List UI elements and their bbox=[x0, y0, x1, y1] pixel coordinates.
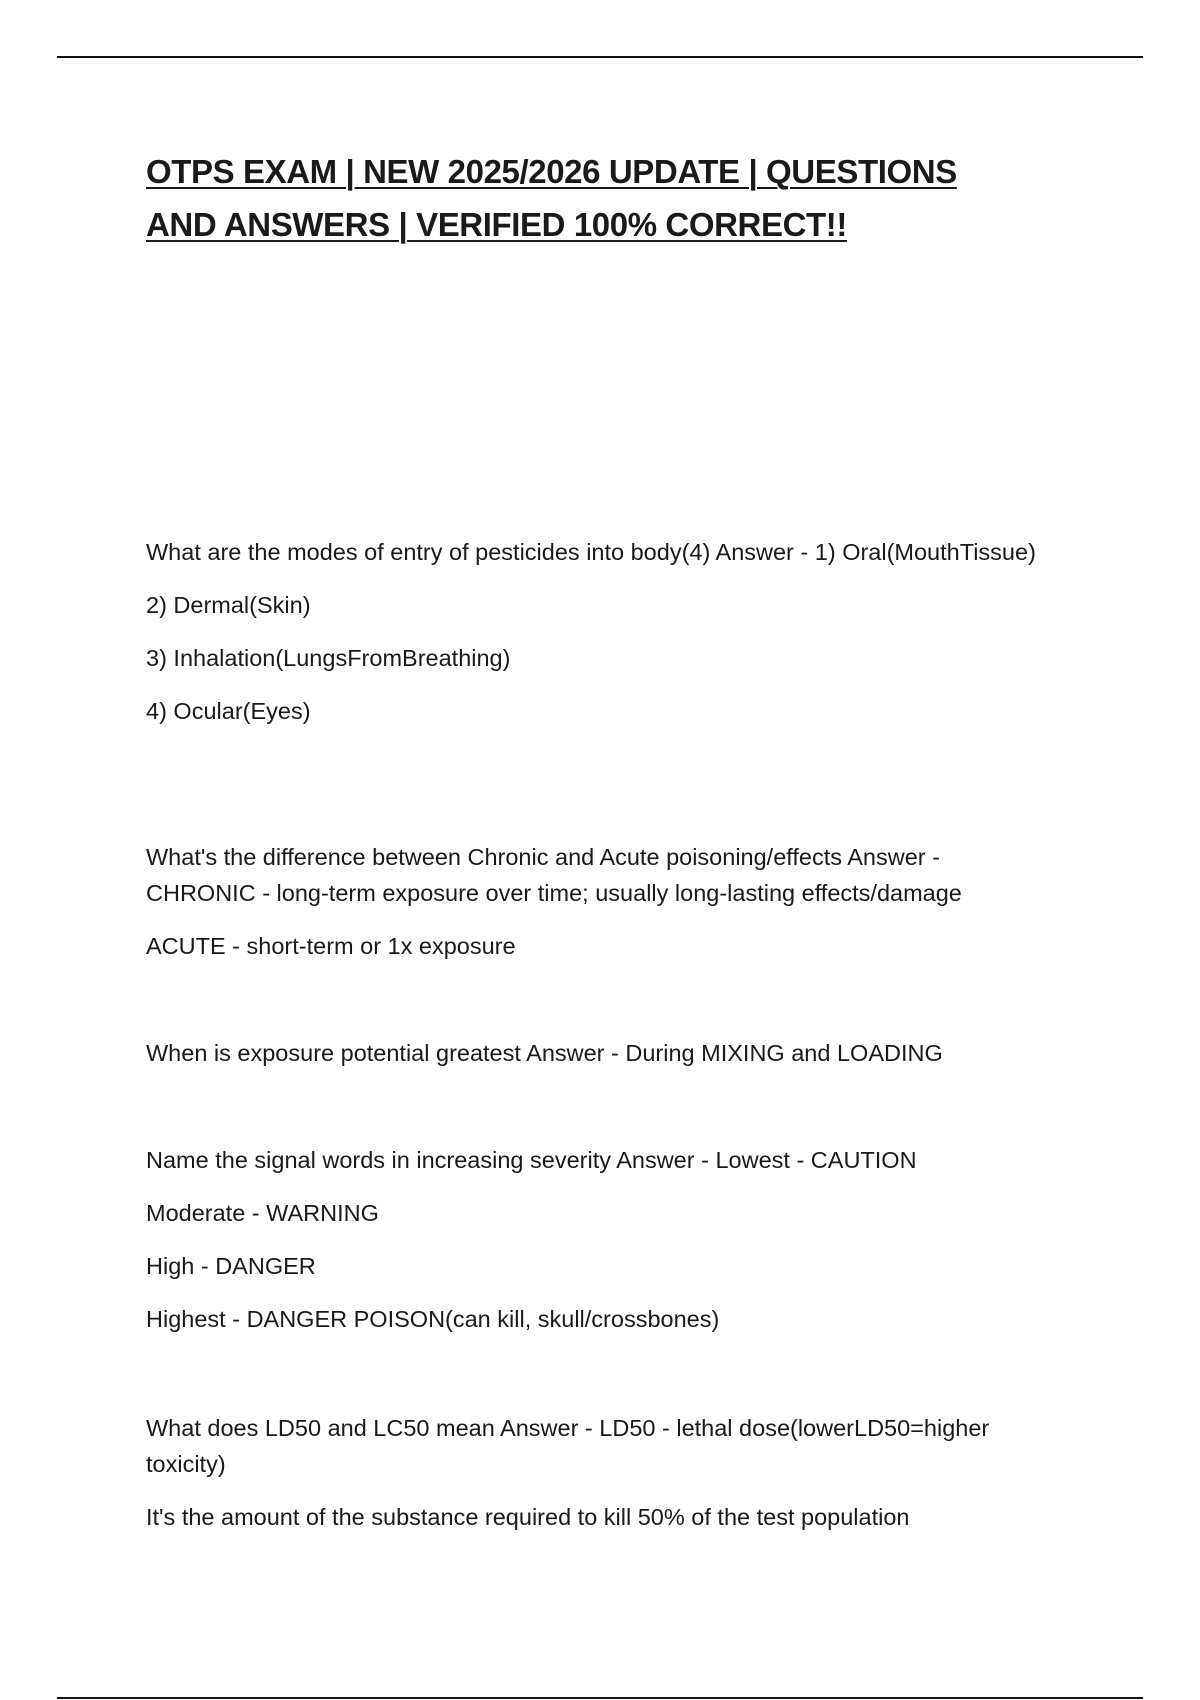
question-line: What are the modes of entry of pesticides into body(4) Answer - 1) Oral(MouthTissue) bbox=[146, 539, 1036, 565]
qa-block-ld50-lc50 bbox=[146, 1410, 1046, 1552]
qa-block-modes-of-entry bbox=[146, 534, 1046, 746]
title-line-2: AND ANSWERS | VERIFIED 100% CORRECT!! bbox=[146, 206, 847, 243]
question-line: When is exposure potential greatest Answer - During MIXING and LOADING bbox=[146, 1040, 943, 1066]
question-line: Name the signal words in increasing severity Answer - Lowest - CAUTION bbox=[146, 1147, 917, 1173]
answer-line: 4) Ocular(Eyes) bbox=[146, 698, 311, 724]
document-title bbox=[146, 145, 1046, 251]
title-line-1: OTPS EXAM | NEW 2025/2026 UPDATE | QUESTIONS bbox=[146, 153, 957, 190]
header-rule bbox=[57, 56, 1143, 58]
qa-block-chronic-acute bbox=[146, 839, 1046, 981]
question-line: What's the difference between Chronic and Acute poisoning/effects Answer - CHRONIC - long-term exposure over time; usually long-lasting effects/damage bbox=[146, 844, 962, 906]
qa-block-signal-words bbox=[146, 1142, 1046, 1354]
answer-line: High - DANGER bbox=[146, 1253, 316, 1279]
question-line: What does LD50 and LC50 mean Answer - LD50 - lethal dose(lowerLD50=higher toxicity) bbox=[146, 1415, 990, 1477]
answer-line: ACUTE - short-term or 1x exposure bbox=[146, 933, 516, 959]
answer-line: Moderate - WARNING bbox=[146, 1200, 379, 1226]
answer-line: 3) Inhalation(LungsFromBreathing) bbox=[146, 645, 511, 671]
answer-line: 2) Dermal(Skin) bbox=[146, 592, 311, 618]
footer-rule bbox=[57, 1697, 1143, 1699]
answer-line: Highest - DANGER POISON(can kill, skull/crossbones) bbox=[146, 1306, 720, 1332]
answer-line: It's the amount of the substance required to kill 50% of the test population bbox=[146, 1504, 910, 1530]
qa-block-exposure-potential bbox=[146, 1035, 1046, 1088]
